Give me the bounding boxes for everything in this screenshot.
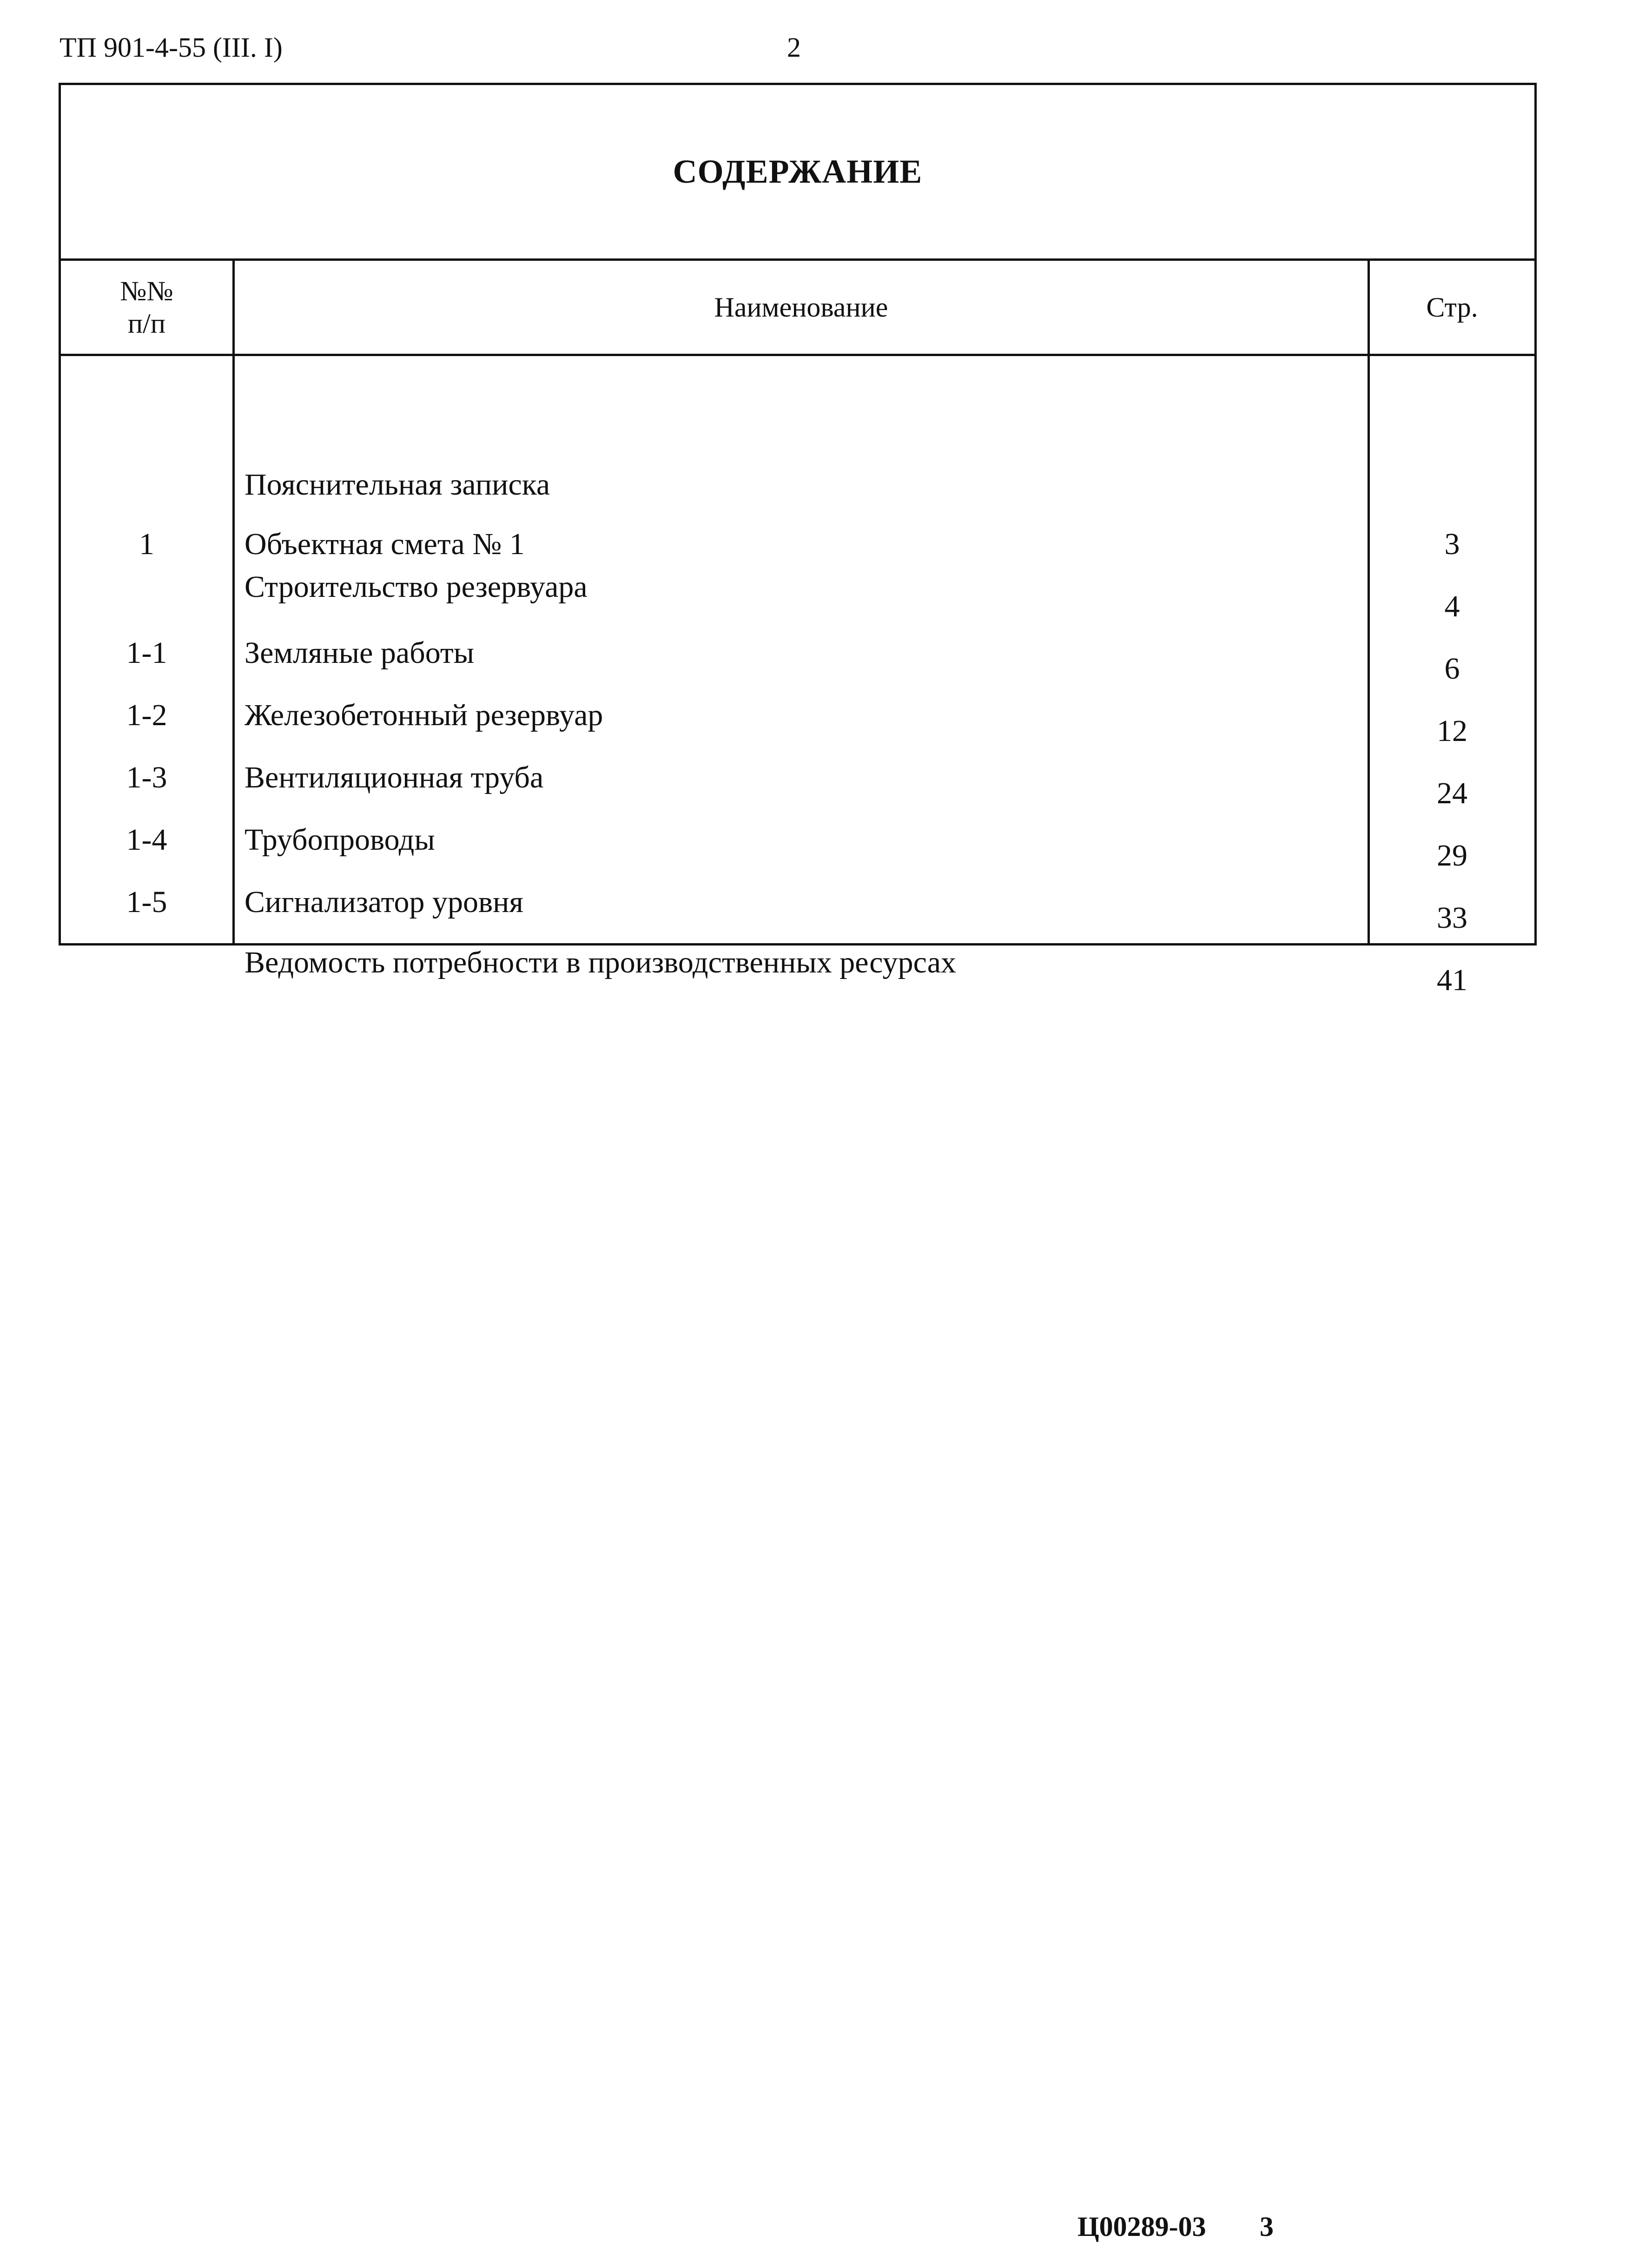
- table-row-name: Ведомость потребности в производственных ресурсах: [244, 946, 957, 979]
- table-row-name: Трубопроводы: [244, 823, 435, 857]
- table-row-page: 29: [1437, 839, 1467, 873]
- table-row-name: Сигнализатор уровня: [244, 885, 523, 919]
- column-header-number: [61, 261, 232, 354]
- column-header-number-line2: п/п: [128, 308, 165, 339]
- table-row-page: 24: [1437, 776, 1467, 810]
- table-row-page: 4: [1444, 589, 1460, 623]
- footer-code: Ц00289-03: [1077, 2211, 1206, 2242]
- table-row-name: Объектная смета № 1: [244, 527, 525, 561]
- table-row-name: Вентиляционная труба: [244, 760, 544, 794]
- table-row-number: 1: [139, 527, 154, 561]
- table-row-name: Пояснительная записка: [244, 468, 550, 502]
- table-row-number: 1-5: [126, 885, 167, 919]
- table-row-number: 1-1: [126, 636, 167, 670]
- table-row-name: Строительство резервуара: [244, 570, 588, 604]
- column-header-name: Наименование: [714, 292, 888, 323]
- column-header-page: Стр.: [1426, 292, 1478, 323]
- contents-title-row: [61, 85, 1534, 261]
- column-divider-number: [232, 261, 235, 943]
- table-header-row: [61, 261, 1534, 356]
- table-row-page: 3: [1444, 527, 1460, 561]
- contents-table: [59, 83, 1537, 997]
- footer-page-number: 3: [1260, 2211, 1274, 2242]
- table-row-page: 41: [1437, 963, 1467, 997]
- table-row-name: Земляные работы: [244, 636, 475, 670]
- table-row-page: 12: [1437, 714, 1467, 748]
- table-row-number: 1-2: [126, 698, 167, 732]
- sheet-number: 2: [787, 32, 801, 63]
- contents-title: СОДЕРЖАНИЕ: [673, 153, 923, 190]
- table-row-page: 6: [1444, 652, 1460, 686]
- table-row-number: 1-4: [126, 823, 167, 857]
- document-code: ТП 901-4-55 (III. I): [59, 32, 283, 63]
- table-row-page: 33: [1437, 901, 1467, 935]
- table-row-number: 1-3: [126, 760, 167, 794]
- column-header-number-line1: №№: [120, 276, 173, 306]
- table-row-name: Железобетонный резервуар: [244, 698, 603, 732]
